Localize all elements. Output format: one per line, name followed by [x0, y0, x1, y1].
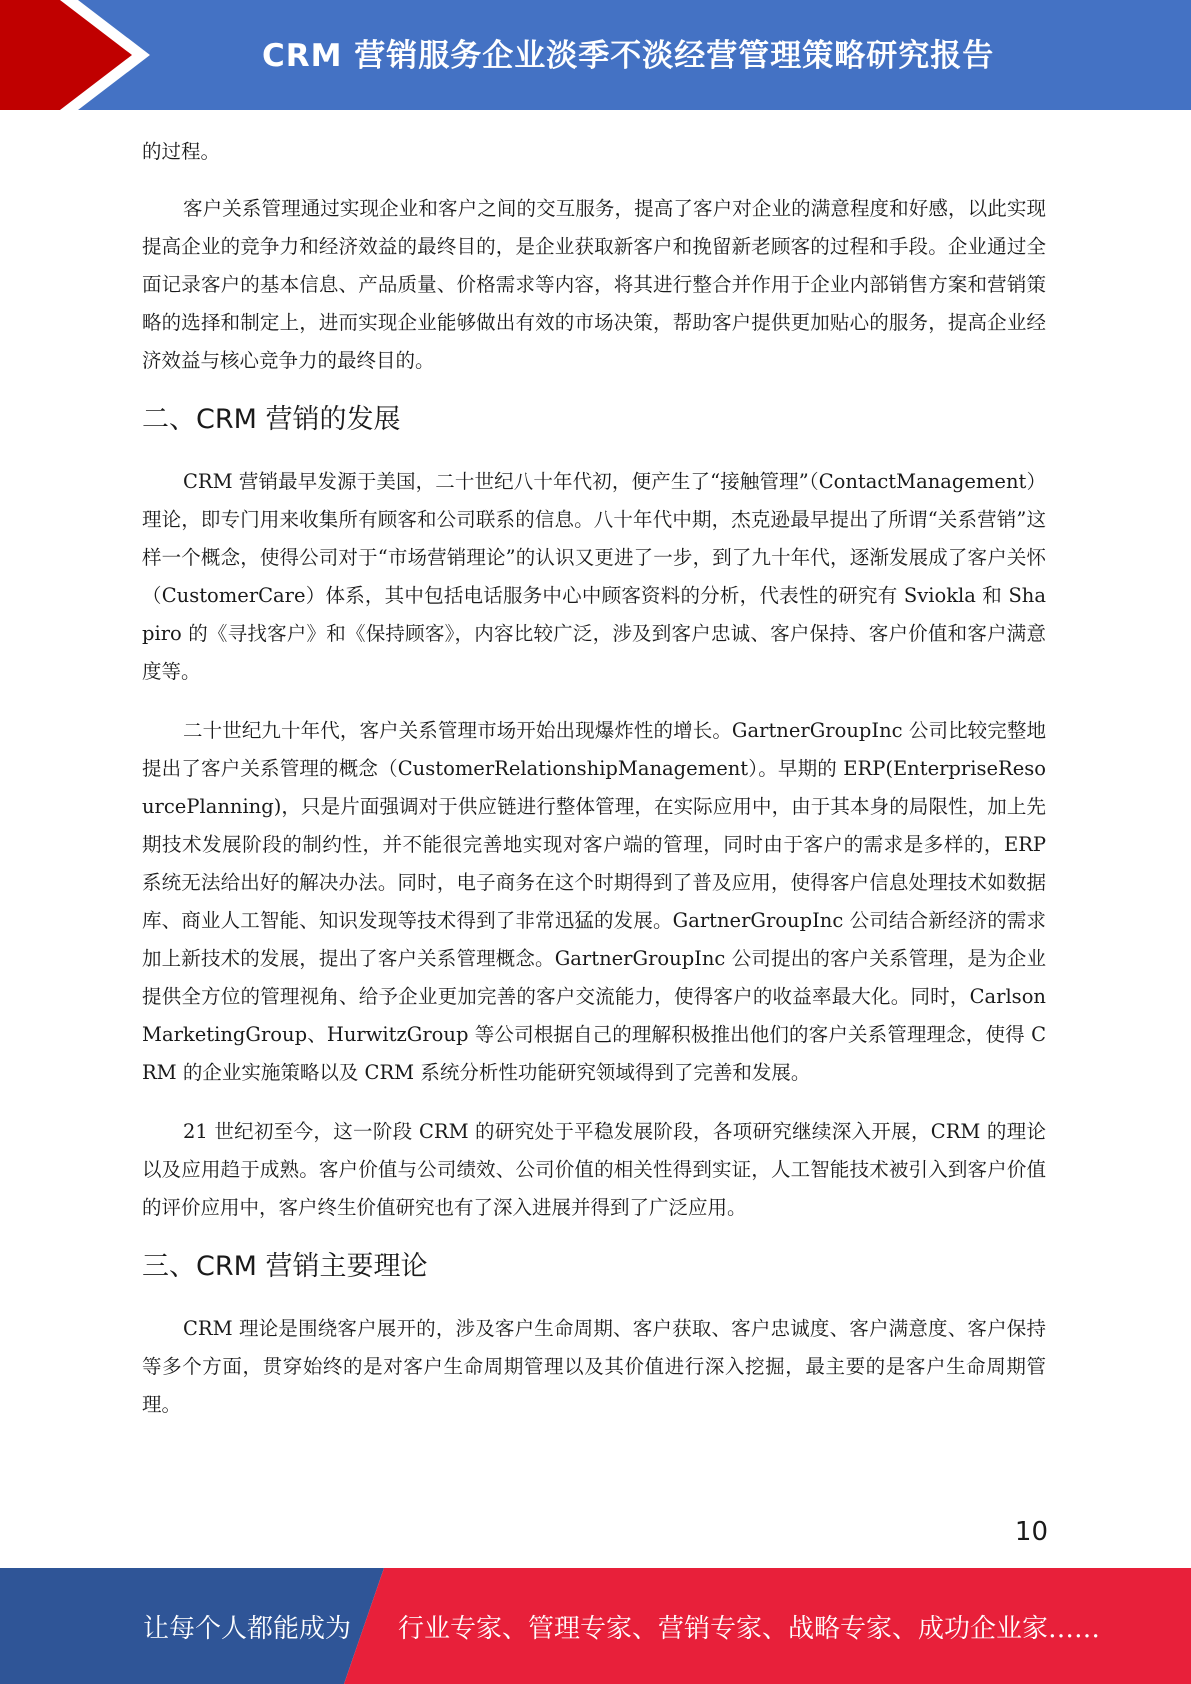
- page-footer: [0, 1568, 1191, 1684]
- report-title: CRM 营销服务企业淡季不淡经营管理策略研究报告: [262, 38, 995, 74]
- page-header: [0, 0, 1191, 110]
- page-number: 10: [1014, 1517, 1048, 1547]
- paragraph-continuation: 的过程。: [142, 140, 221, 163]
- section-heading-development: 二、CRM 营销的发展: [142, 404, 401, 435]
- footer-slogan-right: 行业专家、管理专家、营销专家、战略专家、成功企业家……: [398, 1614, 1101, 1644]
- paragraph-crm-21st-century: 21 世纪初至今，这一阶段 CRM 的研究处于平稳发展阶段，各项研究继续深入开展，CRM 的理论以及应用趋于成熟。客户价值与公司绩效、公司价值的相关性得到实证，人工智能技术被引入到客户价值的评价应用中，客户终生价值研究也有了深入进展并得到了广泛应用。: [142, 1120, 1046, 1219]
- paragraph-crm-origin: CRM 营销最早发源于美国，二十世纪八十年代初，便产生了“接触管理”（ContactManagement）理论，即专门用来收集所有顾客和公司联系的信息。八十年代中期，杰克逊最早提出了所谓“关系营销”这样一个概念，使得公司对于“市场营销理论”的认识又更进了一步，到了九十年代，逐渐发展成了客户关怀（CustomerCare）体系，其中包括电话服务中心中顾客资料的分析，代表性的研究有 Sviokla 和 Shapiro 的《寻找客户》和《保持顾客》，内容比较广泛，涉及到客户忠诚、客户保持、客户价值和客户满意度等。: [142, 470, 1046, 683]
- paragraph-crm-theory: CRM 理论是围绕客户展开的，涉及客户生命周期、客户获取、客户忠诚度、客户满意度、客户保持等多个方面，贯穿始终的是对客户生命周期管理以及其价值进行深入挖掘，最主要的是客户生命周期管理。: [142, 1317, 1046, 1416]
- paragraph-crm-definition: 客户关系管理通过实现企业和客户之间的交互服务，提高了客户对企业的满意程度和好感，以此实现提高企业的竞争力和经济效益的最终目的，是企业获取新客户和挽留新老顾客的过程和手段。企业通过全面记录客户的基本信息、产品质量、价格需求等内容，将其进行整合并作用于企业内部销售方案和营销策略的选择和制定上，进而实现企业能够做出有效的市场决策，帮助客户提供更加贴心的服务，提高企业经济效益与核心竞争力的最终目的。: [142, 197, 1046, 372]
- section-heading-theory: 三、CRM 营销主要理论: [142, 1251, 428, 1282]
- footer-slogan-left: 让每个人都能成为: [143, 1614, 352, 1644]
- paragraph-crm-1990s: 二十世纪九十年代，客户关系管理市场开始出现爆炸性的增长。GartnerGroupInc 公司比较完整地提出了客户关系管理的概念（CustomerRelationshipManagement）。早期的 ERP(EnterpriseResourcePlanning)，只是片面强调对于供应链进行整体管理，在实际应用中，由于其本身的局限性，加上先期技术发展阶段的制约性，并不能很完善地实现对客户端的管理，同时由于客户的需求是多样的，ERP 系统无法给出好的解决办法。同时，电子商务在这个时期得到了普及应用，使得客户信息处理技术如数据库、商业人工智能、知识发现等技术得到了非常迅猛的发展。GartnerGroupInc 公司结合新经济的需求加上新技术的发展，提出了客户关系管理概念。GartnerGroupInc 公司提出的客户关系管理，是为企业提供全方位的管理视角、给予企业更加完善的客户交流能力，使得客户的收益率最大化。同时，CarlsonMarketingGroup、HurwitzGroup 等公司根据自己的理解积极推出他们的客户关系管理理念，使得 CRM 的企业实施策略以及 CRM 系统分析性功能研究领域得到了完善和发展。: [142, 719, 1046, 1084]
- page-content: [142, 133, 1046, 1445]
